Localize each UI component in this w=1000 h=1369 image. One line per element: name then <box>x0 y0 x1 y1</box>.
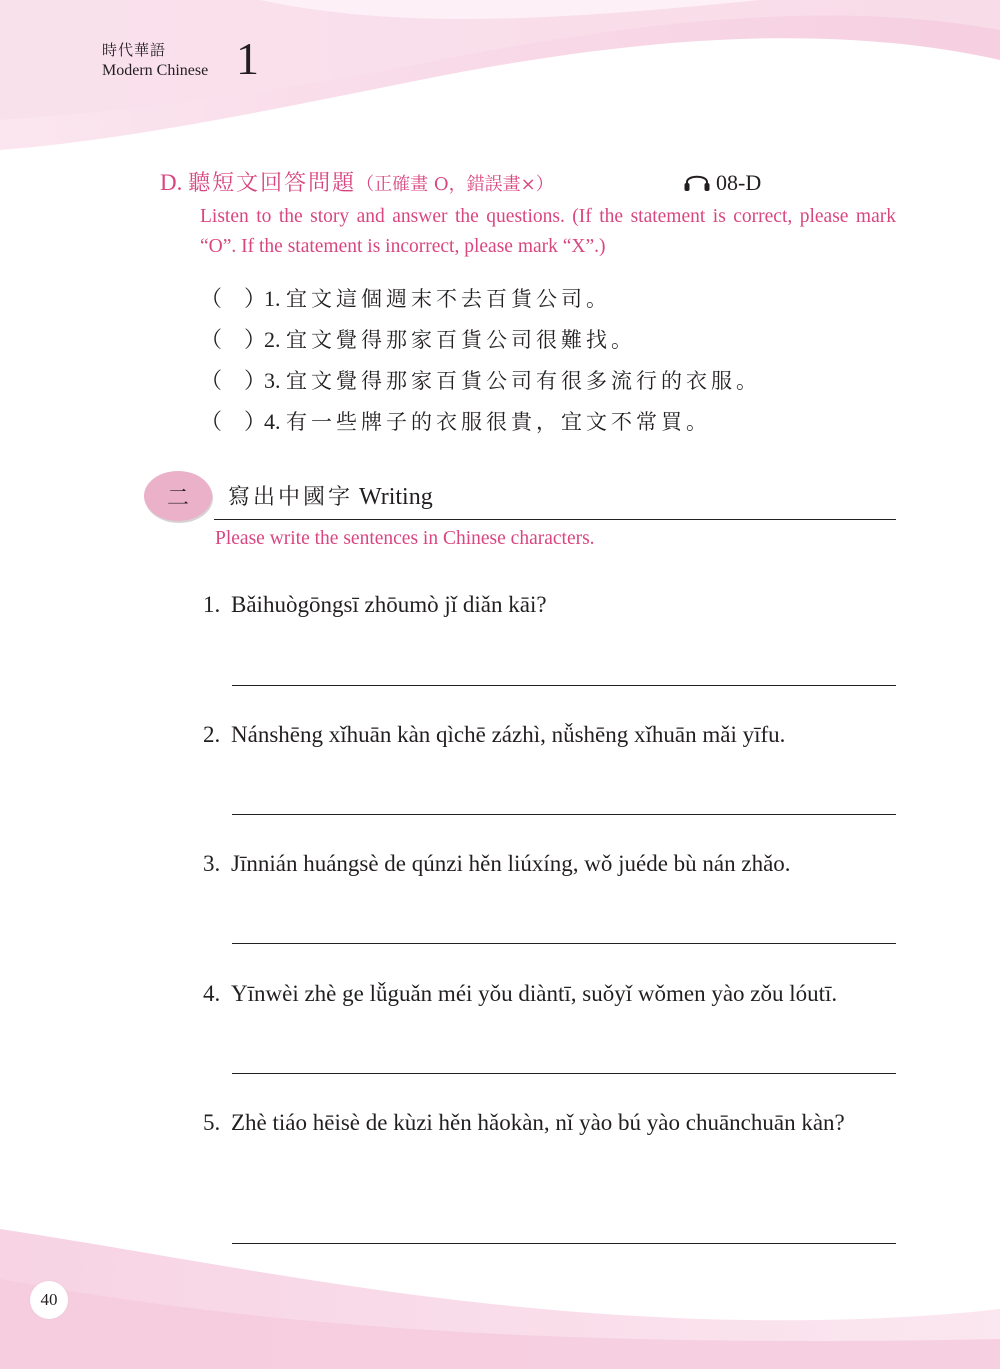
item-number: 1. <box>203 592 221 617</box>
item-text: Bǎihuògōngsī zhōumò jǐ diǎn kāi? <box>231 592 547 617</box>
answer-blank[interactable]: （ ） <box>200 327 267 352</box>
writing-item <box>203 714 893 756</box>
tf-item <box>200 366 840 396</box>
answer-line[interactable] <box>232 1243 896 1244</box>
section-2-title <box>228 481 433 514</box>
answer-line[interactable] <box>232 814 896 815</box>
section-d-title-zh: 聽短文回答問題 <box>188 171 357 196</box>
running-header <box>102 33 259 84</box>
writing-item <box>203 973 893 1015</box>
item-text: Jīnnián huángsè de qúnzi hěn liúxíng, wǒ juéde bù nán zhǎo. <box>231 851 791 876</box>
writing-item <box>203 843 893 885</box>
footer-wave-decoration <box>0 1199 1000 1369</box>
audio-track-label: 08-D <box>716 170 762 195</box>
header-wave-decoration <box>0 0 1000 170</box>
answer-line[interactable] <box>232 685 896 686</box>
section-2-badge-label: 二 <box>166 486 189 511</box>
item-number: 5. <box>203 1110 221 1135</box>
section-2-divider <box>214 519 896 520</box>
writing-item <box>203 1102 901 1144</box>
answer-line[interactable] <box>232 943 896 944</box>
answer-blank[interactable]: （ ） <box>200 368 267 393</box>
section-2-title-zh: 寫出中國字 <box>228 485 354 510</box>
audio-track <box>682 168 761 198</box>
tf-item <box>200 407 840 437</box>
item-text: Nánshēng xǐhuān kàn qìchē zázhì, nǚshēng xǐhuān mǎi yīfu. <box>231 722 786 747</box>
writing-item <box>203 584 893 626</box>
header-title-zh: 時代華語 <box>102 41 167 59</box>
tf-item <box>200 325 840 355</box>
item-text: Yīnwèi zhè ge lǚguǎn méi yǒu diàntī, suǒyǐ wǒmen yào zǒu lóutī. <box>231 981 838 1006</box>
section-d-letter: D. <box>160 170 183 195</box>
section-2-badge <box>144 471 212 521</box>
tf-item <box>200 284 840 314</box>
section-d-instruction: Listen to the story and answer the questions. (If the statement is correct, please mark “O”. If the statement is incorrect, please mark “X”.) <box>200 206 896 257</box>
item-text: 宜文覺得那家百貨公司很難找。 <box>286 328 636 352</box>
section-2-instruction: Please write the sentences in Chinese characters. <box>215 528 595 549</box>
section-d <box>160 168 900 257</box>
item-number: 4. <box>203 981 221 1006</box>
volume-number: 1 <box>236 33 259 84</box>
item-number: 1. <box>264 286 281 311</box>
item-text: Zhè tiáo hēisè de kùzi hěn hǎokàn, nǐ yào bú yào chuānchuān kàn? <box>231 1110 845 1135</box>
answer-line[interactable] <box>232 1073 896 1074</box>
item-text: 宜文這個週末不去百貨公司。 <box>286 287 611 311</box>
item-number: 3. <box>264 368 281 393</box>
answer-blank[interactable]: （ ） <box>200 409 267 434</box>
item-number: 3. <box>203 851 221 876</box>
section-d-title <box>160 168 900 200</box>
page-number: 40 <box>30 1281 68 1319</box>
item-number: 2. <box>203 722 221 747</box>
header-title-en: Modern Chinese <box>102 62 209 79</box>
answer-blank[interactable]: （ ） <box>200 286 267 311</box>
item-text: 宜文覺得那家百貨公司有很多流行的衣服。 <box>286 369 761 393</box>
section-d-title-paren: （正確畫 O，錯誤畫×） <box>356 174 554 195</box>
item-number: 2. <box>264 327 281 352</box>
section-2-title-en: Writing <box>359 484 433 510</box>
headphones-icon <box>682 171 712 193</box>
item-number: 4. <box>264 409 281 434</box>
item-text: 有一些牌子的衣服很貴，宜文不常買。 <box>286 410 711 434</box>
